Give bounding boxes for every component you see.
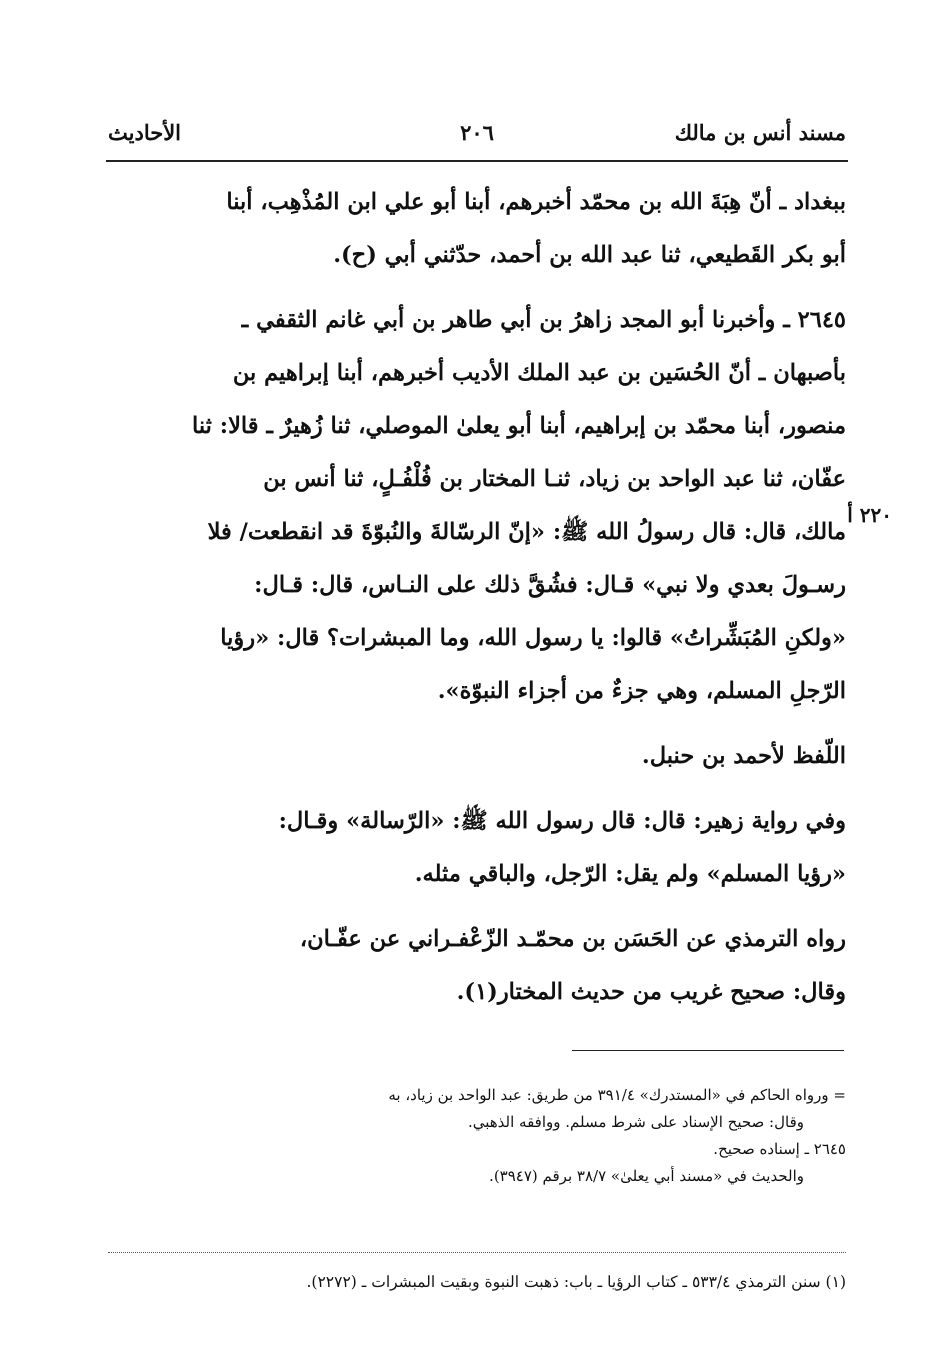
header-section-title: الأحاديث — [108, 120, 182, 145]
text-line: بأصبهان ـ أنّ الحُسَين بن عبد الملك الأديب أخبرهم، أبنا إبراهيم بن — [232, 360, 846, 386]
text-line: وقال: صحيح غريب من حديث المختار(١). — [456, 979, 846, 1005]
main-text — [108, 176, 846, 1019]
footnote-line: ٢٦٤٥ ـ إسناده صحيح. — [713, 1140, 846, 1158]
hadith-2645 — [108, 294, 846, 718]
paragraph-isnad-baghdad — [108, 176, 846, 282]
text-line: مالك، قال: قال رسولُ الله ﷺ: «إنّ الرسّالةَ والنُبوّةَ قد انقطعت/ فلا — [207, 519, 846, 545]
footnote-reference-1: (١) سنن الترمذي ٥٣٣/٤ ـ كتاب الرؤيا ـ باب: ذهبت النبوة وبقيت المبشرات ـ (٢٢٧٢). — [306, 1273, 846, 1291]
text-line: رسـولَ بعدي ولا نبي» قـال: فشُقَّ ذلك على النـاس، قال: قـال: — [254, 572, 846, 598]
margin-folio-reference: ٢٢٠ أ — [847, 503, 892, 527]
footnote-dotted-separator — [108, 1252, 846, 1253]
running-header — [108, 118, 846, 158]
footnote-line: = ورواه الحاكم في «المستدرك» ٣٩١/٤ من طريق: عبد الواحد بن زياد، به — [388, 1086, 846, 1104]
text-line: أبو بكر القَطيعي، ثنا عبد الله بن أحمد، حدّثني أبي (ح). — [333, 242, 846, 268]
text-line: «ولكنِ المُبَشِّراتُ» قالوا: يا رسول الله، وما المبشرات؟ قال: «رؤيا — [220, 625, 846, 651]
footnote-line: وقال: صحيح الإسناد على شرط مسلم. ووافقه الذهبي. — [467, 1113, 804, 1131]
footnote-separator — [572, 1050, 844, 1051]
text-line: «رؤيا المسلم» ولم يقل: الرّجل، والباقي مثله. — [414, 861, 846, 887]
text-line: منصور، أبنا محمّد بن إبراهيم، أبنا أبو يعلىٰ الموصلي، ثنا زُهيرٌ ـ قالا: ثنا — [192, 413, 846, 439]
text-line: عفّان، ثنا عبد الواحد بن زياد، ثنـا المختار بن فُلْفُـلٍ، ثنا أنس بن — [263, 466, 846, 492]
text-line: الرّجلِ المسلم، وهي جزءٌ من أجزاء النبوّة». — [437, 678, 846, 704]
footnote-line: والحديث في «مسند أبي يعلىٰ» ٣٨/٧ برقم (٣٩٤٧). — [489, 1167, 804, 1185]
paragraph-wording-note — [108, 730, 846, 783]
header-book-title: مسند أنس بن مالك — [674, 120, 846, 145]
page-number: ٢٠٦ — [460, 120, 494, 145]
text-line: ـ وأخبرنا أبو المجد زاهرُ بن أبي طاهر بن أبي غانم الثقفي ـ — [241, 307, 790, 333]
text-line: رواه الترمذي عن الحَسَن بن محمّـد الزّعْفـراني عن عفّـان، — [299, 926, 846, 952]
footnotes — [108, 1082, 846, 1190]
paragraph-tirmidhi — [108, 913, 846, 1019]
text-line: ببغداد ـ أنّ هِبَةَ الله بن محمّد أخبرهم، أبنا أبو علي ابن المُذْهِب، أبنا — [226, 189, 846, 215]
text-line: وفي رواية زهير: قال: قال رسول الله ﷺ: «الرّسالة» وقـال: — [278, 808, 846, 834]
hadith-number: ٢٦٤٥ — [797, 307, 846, 333]
header-rule — [106, 160, 848, 162]
text-line: اللّفظ لأحمد بن حنبل. — [641, 743, 846, 769]
paragraph-zuhayr-narration — [108, 795, 846, 901]
